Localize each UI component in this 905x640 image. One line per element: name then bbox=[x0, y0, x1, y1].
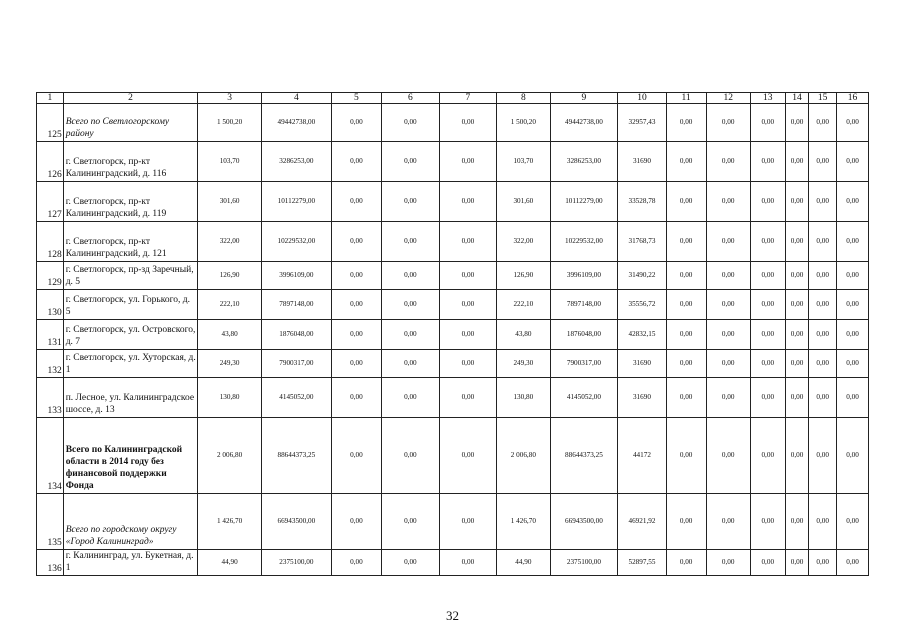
value-cell: 0,00 bbox=[837, 378, 869, 418]
value-cell: 301,60 bbox=[497, 182, 550, 222]
value-cell: 0,00 bbox=[382, 104, 440, 142]
value-cell: 0,00 bbox=[785, 222, 809, 262]
value-cell: 0,00 bbox=[837, 494, 869, 550]
value-cell: 322,00 bbox=[497, 222, 550, 262]
value-cell: 49442738,00 bbox=[261, 104, 331, 142]
value-cell: 1 426,70 bbox=[198, 494, 262, 550]
value-cell: 0,00 bbox=[837, 418, 869, 494]
value-cell: 0,00 bbox=[331, 182, 381, 222]
value-cell: 0,00 bbox=[331, 104, 381, 142]
value-cell: 2375100,00 bbox=[550, 550, 618, 576]
value-cell: 222,10 bbox=[198, 290, 262, 320]
column-header: 2 bbox=[63, 93, 198, 104]
value-cell: 0,00 bbox=[331, 350, 381, 378]
column-header: 5 bbox=[331, 93, 381, 104]
value-cell: 0,00 bbox=[750, 320, 785, 350]
value-cell: 2375100,00 bbox=[261, 550, 331, 576]
data-table bbox=[36, 92, 869, 576]
value-cell: 10229532,00 bbox=[261, 222, 331, 262]
value-cell: 46921,92 bbox=[618, 494, 666, 550]
value-cell: 0,00 bbox=[706, 320, 750, 350]
value-cell: 0,00 bbox=[750, 494, 785, 550]
value-cell: 0,00 bbox=[706, 494, 750, 550]
value-cell: 0,00 bbox=[382, 142, 440, 182]
value-cell: 249,30 bbox=[497, 350, 550, 378]
value-cell: 0,00 bbox=[666, 142, 706, 182]
value-cell: 1876048,00 bbox=[550, 320, 618, 350]
value-cell: 0,00 bbox=[439, 378, 497, 418]
address-cell: Всего по Светлогорскому району bbox=[63, 104, 198, 142]
value-cell: 0,00 bbox=[382, 550, 440, 576]
value-cell: 7897148,00 bbox=[261, 290, 331, 320]
value-cell: 0,00 bbox=[666, 550, 706, 576]
address-cell: г. Калининград, ул. Букетная, д. 1 bbox=[63, 550, 198, 576]
address-cell: п. Лесное, ул. Калининградское шоссе, д. 13 bbox=[63, 378, 198, 418]
value-cell: 44,90 bbox=[497, 550, 550, 576]
column-header: 13 bbox=[750, 93, 785, 104]
value-cell: 42832,15 bbox=[618, 320, 666, 350]
value-cell: 0,00 bbox=[439, 142, 497, 182]
value-cell: 0,00 bbox=[706, 550, 750, 576]
value-cell: 43,80 bbox=[497, 320, 550, 350]
address-cell: г. Светлогорск, пр-кт Калининградский, д. 121 bbox=[63, 222, 198, 262]
value-cell: 0,00 bbox=[837, 550, 869, 576]
value-cell: 0,00 bbox=[331, 494, 381, 550]
value-cell: 10112279,00 bbox=[261, 182, 331, 222]
value-cell: 0,00 bbox=[750, 182, 785, 222]
value-cell: 0,00 bbox=[439, 350, 497, 378]
value-cell: 249,30 bbox=[198, 350, 262, 378]
value-cell: 0,00 bbox=[785, 320, 809, 350]
value-cell: 31690 bbox=[618, 378, 666, 418]
value-cell: 0,00 bbox=[785, 418, 809, 494]
value-cell: 0,00 bbox=[809, 350, 837, 378]
value-cell: 0,00 bbox=[809, 418, 837, 494]
value-cell: 130,80 bbox=[198, 378, 262, 418]
value-cell: 0,00 bbox=[382, 378, 440, 418]
value-cell: 0,00 bbox=[809, 142, 837, 182]
column-header: 10 bbox=[618, 93, 666, 104]
value-cell: 0,00 bbox=[837, 262, 869, 290]
value-cell: 0,00 bbox=[785, 550, 809, 576]
value-cell: 0,00 bbox=[706, 104, 750, 142]
address-cell: г. Светлогорск, ул. Островского, д. 7 bbox=[63, 320, 198, 350]
value-cell: 0,00 bbox=[439, 262, 497, 290]
value-cell: 31768,73 bbox=[618, 222, 666, 262]
table-row bbox=[37, 222, 869, 262]
value-cell: 0,00 bbox=[706, 290, 750, 320]
value-cell: 32957,43 bbox=[618, 104, 666, 142]
value-cell: 0,00 bbox=[750, 104, 785, 142]
value-cell: 0,00 bbox=[750, 550, 785, 576]
row-number: 131 bbox=[37, 320, 64, 350]
address-cell: г. Светлогорск, ул. Хуторская, д. 1 bbox=[63, 350, 198, 378]
value-cell: 1 500,20 bbox=[198, 104, 262, 142]
value-cell: 0,00 bbox=[439, 222, 497, 262]
value-cell: 49442738,00 bbox=[550, 104, 618, 142]
column-header: 1 bbox=[37, 93, 64, 104]
value-cell: 0,00 bbox=[837, 142, 869, 182]
value-cell: 0,00 bbox=[666, 222, 706, 262]
value-cell: 0,00 bbox=[809, 104, 837, 142]
value-cell: 130,80 bbox=[497, 378, 550, 418]
table-row bbox=[37, 378, 869, 418]
value-cell: 0,00 bbox=[666, 378, 706, 418]
value-cell: 0,00 bbox=[837, 350, 869, 378]
value-cell: 0,00 bbox=[785, 262, 809, 290]
table-row bbox=[37, 550, 869, 576]
value-cell: 0,00 bbox=[439, 418, 497, 494]
row-number: 128 bbox=[37, 222, 64, 262]
address-cell: г. Светлогорск, пр-кт Калининградский, д. 119 bbox=[63, 182, 198, 222]
value-cell: 0,00 bbox=[439, 104, 497, 142]
value-cell: 7897148,00 bbox=[550, 290, 618, 320]
column-header: 11 bbox=[666, 93, 706, 104]
value-cell: 2 006,80 bbox=[497, 418, 550, 494]
row-number: 133 bbox=[37, 378, 64, 418]
value-cell: 0,00 bbox=[809, 378, 837, 418]
value-cell: 3286253,00 bbox=[261, 142, 331, 182]
row-number: 125 bbox=[37, 104, 64, 142]
value-cell: 0,00 bbox=[785, 350, 809, 378]
value-cell: 0,00 bbox=[439, 182, 497, 222]
value-cell: 4145052,00 bbox=[550, 378, 618, 418]
value-cell: 0,00 bbox=[837, 290, 869, 320]
value-cell: 0,00 bbox=[331, 378, 381, 418]
column-header: 9 bbox=[550, 93, 618, 104]
row-number: 134 bbox=[37, 418, 64, 494]
value-cell: 31490,22 bbox=[618, 262, 666, 290]
value-cell: 0,00 bbox=[837, 222, 869, 262]
value-cell: 10229532,00 bbox=[550, 222, 618, 262]
table-row bbox=[37, 182, 869, 222]
value-cell: 0,00 bbox=[331, 290, 381, 320]
value-cell: 1 426,70 bbox=[497, 494, 550, 550]
value-cell: 7900317,00 bbox=[550, 350, 618, 378]
value-cell: 0,00 bbox=[706, 418, 750, 494]
row-number: 130 bbox=[37, 290, 64, 320]
value-cell: 0,00 bbox=[331, 550, 381, 576]
column-header: 14 bbox=[785, 93, 809, 104]
value-cell: 0,00 bbox=[837, 320, 869, 350]
value-cell: 0,00 bbox=[439, 320, 497, 350]
value-cell: 0,00 bbox=[837, 182, 869, 222]
address-cell: г. Светлогорск, ул. Горького, д. 5 bbox=[63, 290, 198, 320]
value-cell: 35556,72 bbox=[618, 290, 666, 320]
value-cell: 88644373,25 bbox=[550, 418, 618, 494]
value-cell: 88644373,25 bbox=[261, 418, 331, 494]
value-cell: 301,60 bbox=[198, 182, 262, 222]
value-cell: 0,00 bbox=[382, 320, 440, 350]
value-cell: 0,00 bbox=[382, 182, 440, 222]
value-cell: 0,00 bbox=[785, 142, 809, 182]
value-cell: 0,00 bbox=[837, 104, 869, 142]
value-cell: 0,00 bbox=[382, 418, 440, 494]
value-cell: 0,00 bbox=[439, 290, 497, 320]
row-number: 136 bbox=[37, 550, 64, 576]
value-cell: 0,00 bbox=[706, 350, 750, 378]
value-cell: 52897,55 bbox=[618, 550, 666, 576]
value-cell: 0,00 bbox=[809, 222, 837, 262]
table-row bbox=[37, 320, 869, 350]
value-cell: 7900317,00 bbox=[261, 350, 331, 378]
value-cell: 44172 bbox=[618, 418, 666, 494]
row-number: 132 bbox=[37, 350, 64, 378]
row-number: 135 bbox=[37, 494, 64, 550]
column-header: 12 bbox=[706, 93, 750, 104]
value-cell: 0,00 bbox=[785, 494, 809, 550]
value-cell: 0,00 bbox=[785, 182, 809, 222]
value-cell: 0,00 bbox=[750, 262, 785, 290]
value-cell: 0,00 bbox=[706, 222, 750, 262]
table-row bbox=[37, 262, 869, 290]
address-cell: Всего по Калининградской области в 2014 году без финансовой поддержки Фонда bbox=[63, 418, 198, 494]
value-cell: 3286253,00 bbox=[550, 142, 618, 182]
value-cell: 126,90 bbox=[198, 262, 262, 290]
value-cell: 31690 bbox=[618, 350, 666, 378]
value-cell: 3996109,00 bbox=[261, 262, 331, 290]
value-cell: 0,00 bbox=[382, 222, 440, 262]
address-cell: г. Светлогорск, пр-кт Калининградский, д. 116 bbox=[63, 142, 198, 182]
value-cell: 33528,78 bbox=[618, 182, 666, 222]
table-row bbox=[37, 142, 869, 182]
table-row bbox=[37, 350, 869, 378]
value-cell: 0,00 bbox=[666, 350, 706, 378]
value-cell: 0,00 bbox=[750, 378, 785, 418]
value-cell: 4145052,00 bbox=[261, 378, 331, 418]
value-cell: 10112279,00 bbox=[550, 182, 618, 222]
value-cell: 0,00 bbox=[706, 142, 750, 182]
value-cell: 66943500,00 bbox=[261, 494, 331, 550]
value-cell: 0,00 bbox=[706, 182, 750, 222]
header-row bbox=[37, 93, 869, 104]
column-header: 3 bbox=[198, 93, 262, 104]
value-cell: 0,00 bbox=[750, 418, 785, 494]
value-cell: 0,00 bbox=[750, 222, 785, 262]
value-cell: 0,00 bbox=[809, 320, 837, 350]
page-number: 32 bbox=[446, 608, 459, 623]
value-cell: 0,00 bbox=[666, 262, 706, 290]
column-header: 8 bbox=[497, 93, 550, 104]
value-cell: 222,10 bbox=[497, 290, 550, 320]
value-cell: 0,00 bbox=[666, 418, 706, 494]
column-header: 4 bbox=[261, 93, 331, 104]
value-cell: 0,00 bbox=[439, 550, 497, 576]
value-cell: 0,00 bbox=[331, 262, 381, 290]
value-cell: 0,00 bbox=[666, 182, 706, 222]
value-cell: 0,00 bbox=[785, 104, 809, 142]
value-cell: 0,00 bbox=[706, 262, 750, 290]
table-row bbox=[37, 290, 869, 320]
value-cell: 0,00 bbox=[331, 142, 381, 182]
value-cell: 0,00 bbox=[331, 418, 381, 494]
value-cell: 0,00 bbox=[785, 378, 809, 418]
row-number: 126 bbox=[37, 142, 64, 182]
value-cell: 1876048,00 bbox=[261, 320, 331, 350]
value-cell: 0,00 bbox=[809, 290, 837, 320]
value-cell: 0,00 bbox=[331, 222, 381, 262]
value-cell: 126,90 bbox=[497, 262, 550, 290]
value-cell: 0,00 bbox=[809, 494, 837, 550]
table-row bbox=[37, 418, 869, 494]
value-cell: 103,70 bbox=[497, 142, 550, 182]
value-cell: 0,00 bbox=[382, 494, 440, 550]
value-cell: 44,90 bbox=[198, 550, 262, 576]
row-number: 127 bbox=[37, 182, 64, 222]
value-cell: 1 500,20 bbox=[497, 104, 550, 142]
row-number: 129 bbox=[37, 262, 64, 290]
table-row bbox=[37, 494, 869, 550]
value-cell: 0,00 bbox=[382, 290, 440, 320]
value-cell: 0,00 bbox=[809, 182, 837, 222]
value-cell: 0,00 bbox=[666, 320, 706, 350]
value-cell: 0,00 bbox=[666, 290, 706, 320]
value-cell: 0,00 bbox=[666, 494, 706, 550]
value-cell: 0,00 bbox=[809, 550, 837, 576]
value-cell: 0,00 bbox=[666, 104, 706, 142]
value-cell: 0,00 bbox=[331, 320, 381, 350]
value-cell: 0,00 bbox=[750, 142, 785, 182]
value-cell: 0,00 bbox=[382, 262, 440, 290]
value-cell: 0,00 bbox=[382, 350, 440, 378]
value-cell: 0,00 bbox=[809, 262, 837, 290]
column-header: 15 bbox=[809, 93, 837, 104]
value-cell: 2 006,80 bbox=[198, 418, 262, 494]
value-cell: 31690 bbox=[618, 142, 666, 182]
value-cell: 0,00 bbox=[785, 290, 809, 320]
value-cell: 0,00 bbox=[439, 494, 497, 550]
value-cell: 0,00 bbox=[750, 350, 785, 378]
value-cell: 0,00 bbox=[706, 378, 750, 418]
column-header: 16 bbox=[837, 93, 869, 104]
address-cell: Всего по городскому округу «Город Калининград» bbox=[63, 494, 198, 550]
value-cell: 43,80 bbox=[198, 320, 262, 350]
value-cell: 103,70 bbox=[198, 142, 262, 182]
value-cell: 3996109,00 bbox=[550, 262, 618, 290]
address-cell: г. Светлогорск, пр-зд Заречный, д. 5 bbox=[63, 262, 198, 290]
table-row bbox=[37, 104, 869, 142]
value-cell: 0,00 bbox=[750, 290, 785, 320]
value-cell: 322,00 bbox=[198, 222, 262, 262]
column-header: 6 bbox=[382, 93, 440, 104]
column-header: 7 bbox=[439, 93, 497, 104]
value-cell: 66943500,00 bbox=[550, 494, 618, 550]
